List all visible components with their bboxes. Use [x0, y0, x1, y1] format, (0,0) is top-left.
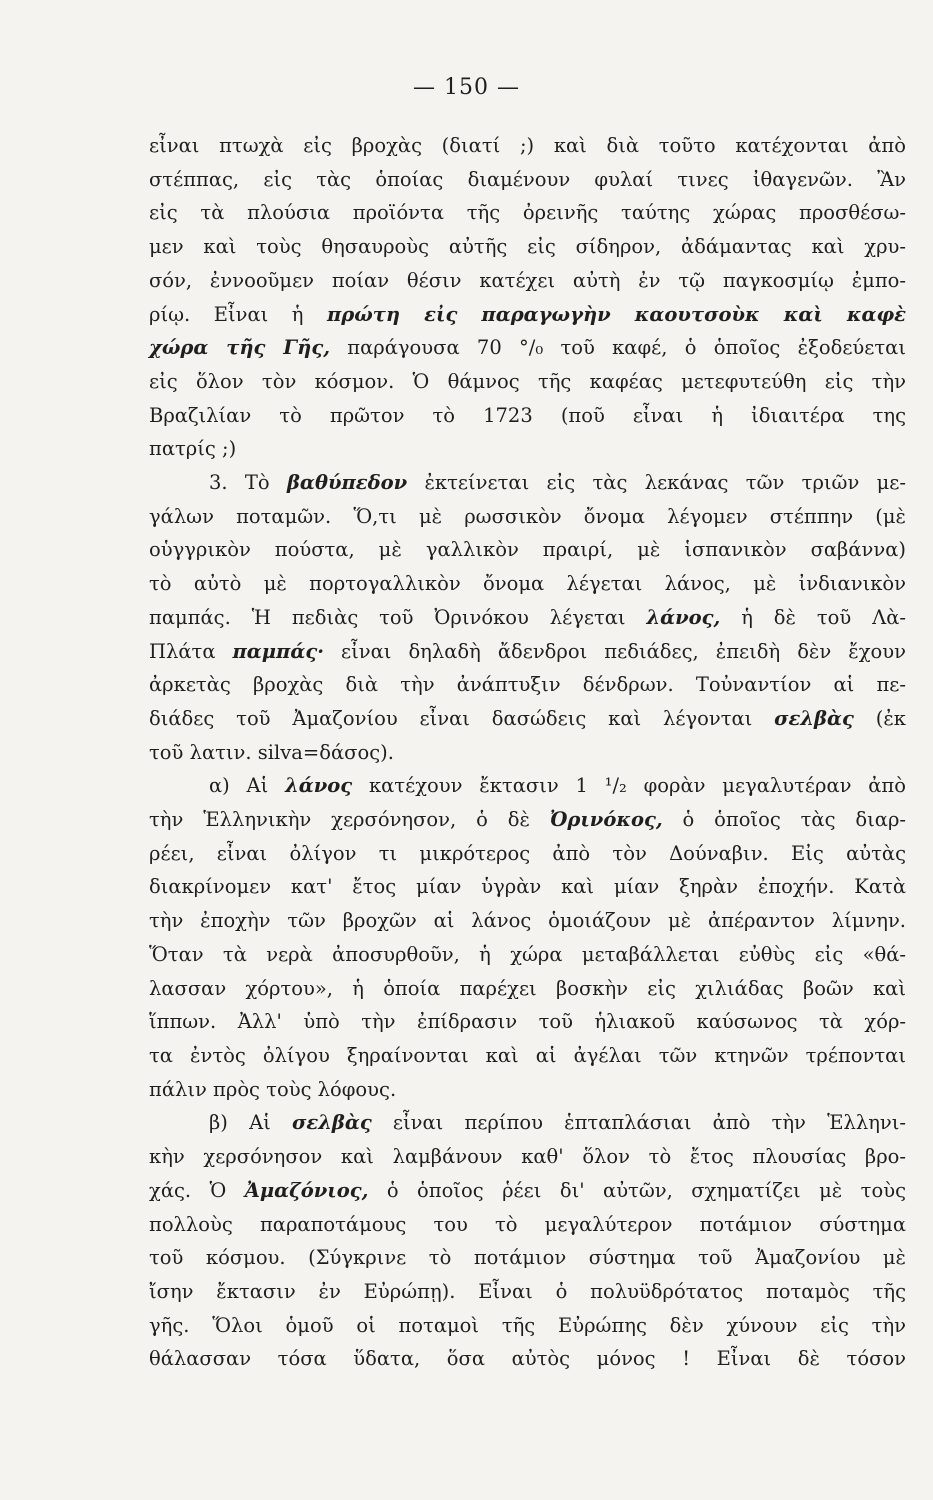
text-run: κατέχουν ἔκτασιν 1 ¹/₂ φορὰν μεγαλυτέραν ἀπὸ: [352, 774, 906, 798]
text-line: [149, 803, 906, 837]
text-line: [149, 938, 906, 972]
text-line: [149, 567, 906, 601]
text-run: τὴν Ἑλληνικὴν χερσόνησον, ὁ δὲ: [149, 808, 550, 832]
text-run: ἵππων. Ἀλλ' ὑπὸ τὴν ἐπίδρασιν τοῦ ἡλιακοῦ καύσωνος τὰ χόρ-: [149, 1010, 906, 1034]
text-line: [149, 702, 906, 736]
text-line: [149, 533, 906, 567]
text-line: [149, 500, 906, 534]
text-run: διάδες τοῦ Ἀμαζονίου εἶναι δασώδεις καὶ λέγονται: [149, 706, 775, 730]
text-line: [149, 736, 906, 770]
text-line: [149, 1174, 906, 1208]
emphasized-term: χώρα τῆς Γῆς,: [149, 336, 330, 360]
text-run: λασσαν χόρτου», ἡ ὁποία παρέχει βοσκὴν εἰς χιλιάδας βοῶν καὶ: [149, 976, 906, 1000]
emphasized-term: Ἀμαζόνιος,: [244, 1178, 369, 1202]
emphasized-term: παμπάς·: [232, 639, 324, 663]
page-number: — 150 —: [413, 75, 520, 100]
text-run: εἶναι δηλαδὴ ἄδενδροι πεδιάδες, ἐπειδὴ δὲν ἔχουν: [324, 639, 906, 663]
text-line: [149, 1106, 906, 1140]
text-run: θάλασσαν τόσα ὕδατα, ὅσα αὐτὸς μόνος ! Εἶναι δὲ τόσον: [149, 1347, 906, 1371]
text-line: [149, 466, 906, 500]
text-run: παμπάς. Ἡ πεδιὰς τοῦ Ὀρινόκου λέγεται: [149, 605, 647, 629]
text-run: Ὅταν τὰ νερὰ ἀποσυρθοῦν, ἡ χώρα μεταβάλλεται εὐθὺς εἰς «θά-: [149, 942, 906, 966]
text-run: τὴν ἐποχὴν τῶν βροχῶν αἱ λάνος ὁμοιάζουν μὲ ἀπέραντον λίμνην.: [149, 909, 906, 933]
text-line: [149, 904, 906, 938]
text-run: (ἐκ: [853, 706, 906, 730]
text-run: α) Αἱ: [209, 774, 286, 798]
text-run: πολλοὺς παραποτάμους του τὸ μεγαλύτερον ποτάμιον σύστημα: [149, 1212, 906, 1236]
text-run: ἡ δὲ τοῦ Λὰ-: [720, 605, 906, 629]
text-line: [149, 1039, 906, 1073]
text-run: διακρίνομεν κατ' ἔτος μίαν ὑγρὰν καὶ μίαν ξηρὰν ἐποχήν. Κατὰ: [149, 875, 906, 899]
emphasized-term: βαθύπεδον: [286, 471, 408, 495]
text-line: [149, 196, 906, 230]
text-line: [149, 1005, 906, 1039]
text-run: ὁ ὁποῖος ῥέει δι' αὐτῶν, σχηματίζει μὲ τοὺς: [368, 1178, 906, 1202]
text-run: ρέει, εἶναι ὀλίγον τι μικρότερος ἀπὸ τὸν Δούναβιν. Εἰς αὐτὰς: [149, 841, 906, 865]
text-run: γάλων ποταμῶν. Ὅ,τι μὲ ρωσσικὸν ὄνομα λέγομεν στέππην (μὲ: [149, 504, 906, 528]
emphasized-term: Ὀρινόκος,: [549, 808, 663, 832]
text-line: [149, 129, 906, 163]
text-run: ἴσην ἔκτασιν ἐν Εὐρώπῃ). Εἶναι ὁ πολυϋδρότατος ποταμὸς τῆς: [149, 1279, 906, 1303]
text-line: [149, 163, 906, 197]
text-run: ὁ ὁποῖος τὰς διαρ-: [662, 808, 907, 832]
text-line: [149, 230, 906, 264]
text-run: ρίῳ. Εἶναι ἡ: [149, 302, 327, 326]
text-run: τοῦ κόσμου. (Σύγκρινε τὸ ποτάμιον σύστημα τοῦ Ἀμαζονίου μὲ: [149, 1246, 906, 1270]
emphasized-term: λάνος: [285, 774, 353, 798]
text-run: ἐκτείνεται εἰς τὰς λεκάνας τῶν τριῶν με-: [407, 471, 906, 495]
text-line: [149, 399, 906, 433]
emphasized-term: σελβὰς: [774, 706, 854, 730]
text-line: [149, 1073, 906, 1107]
text-line: [149, 870, 906, 904]
body-text: [149, 129, 906, 1376]
text-run: Πλάτα: [149, 639, 233, 663]
text-line: [149, 601, 906, 635]
text-run: πατρίς ;): [149, 437, 237, 461]
text-line: [149, 837, 906, 871]
text-line: [149, 331, 906, 365]
emphasized-term: λάνος,: [646, 605, 721, 629]
text-run: μεν καὶ τοὺς θησαυροὺς αὐτῆς εἰς σίδηρον, ἀδάμαντας καὶ χρυ-: [149, 235, 906, 259]
text-run: σόν, ἐννοοῦμεν ποίαν θέσιν κατέχει αὐτὴ ἐν τῷ παγκοσμίῳ ἐμπο-: [149, 268, 906, 292]
text-line: [149, 365, 906, 399]
text-run: β) Αἱ: [209, 1111, 292, 1135]
text-line: [149, 1208, 906, 1242]
text-line: [149, 1309, 906, 1343]
text-run: εἶναι περίπου ἑπταπλάσιαι ἀπὸ τὴν Ἑλληνι-: [371, 1111, 906, 1135]
text-run: παράγουσα 70 °/₀ τοῦ καφέ, ὁ ὁποῖος ἐξοδεύεται: [329, 336, 906, 360]
emphasized-term: σελβὰς: [291, 1111, 372, 1135]
text-line: [149, 1342, 906, 1376]
text-run: στέππας, εἰς τὰς ὁποίας διαμένουν φυλαί τινες ἰθαγενῶν. Ἂν: [149, 167, 906, 191]
text-run: εἰς ὅλον τὸν κόσμον. Ὁ θάμνος τῆς καφέας μετεφυτεύθη εἰς τὴν: [149, 369, 906, 393]
text-line: [149, 769, 906, 803]
text-run: ἀρκετὰς βροχὰς διὰ τὴν ἀνάπτυξιν δένδρων. Τοὐναντίον αἱ πε-: [149, 673, 906, 697]
text-line: [149, 1241, 906, 1275]
text-line: [149, 298, 906, 332]
text-line: [149, 1140, 906, 1174]
text-run: τοῦ λατιν. silva=δάσος).: [149, 740, 394, 764]
text-run: οὑγγρικὸν πούστα, μὲ γαλλικὸν πραιρί, μὲ ἱσπανικὸν σαβάννα): [149, 538, 906, 562]
text-run: τὸ αὐτὸ μὲ πορτογαλλικὸν ὄνομα λέγεται λάνος, μὲ ἰνδιανικὸν: [149, 572, 906, 596]
emphasized-term: πρώτη εἰς παραγωγὴν καουτσοὺκ καὶ καφὲ: [326, 302, 906, 326]
text-line: [149, 668, 906, 702]
text-run: πάλιν πρὸς τοὺς λόφους.: [149, 1077, 397, 1101]
text-run: γῆς. Ὅλοι ὁμοῦ οἱ ποταμοὶ τῆς Εὐρώπης δὲν χύνουν εἰς τὴν: [149, 1313, 906, 1337]
text-line: [149, 264, 906, 298]
text-line: [149, 1275, 906, 1309]
text-run: χάς. Ὁ: [149, 1178, 245, 1202]
text-run: κὴν χερσόνησον καὶ λαμβάνουν καθ' ὅλον τὸ ἔτος πλουσίας βρο-: [149, 1145, 906, 1169]
text-run: 3. Τὸ: [209, 471, 287, 495]
text-run: εἶναι πτωχὰ εἰς βροχὰς (διατί ;) καὶ διὰ τοῦτο κατέχονται ἀπὸ: [149, 134, 906, 157]
text-line: [149, 635, 906, 669]
text-run: τα ἐντὸς ὀλίγου ξηραίνονται καὶ αἱ ἀγέλαι τῶν κτηνῶν τρέπονται: [149, 1043, 906, 1067]
text-run: εἰς τὰ πλούσια προϊόντα τῆς ὀρεινῆς ταύτης χώρας προσθέσω-: [149, 201, 906, 225]
text-line: [149, 972, 906, 1006]
text-line: [149, 432, 906, 466]
text-run: Βραζιλίαν τὸ πρῶτον τὸ 1723 (ποῦ εἶναι ἡ ἰδιαιτέρα της: [149, 403, 906, 427]
